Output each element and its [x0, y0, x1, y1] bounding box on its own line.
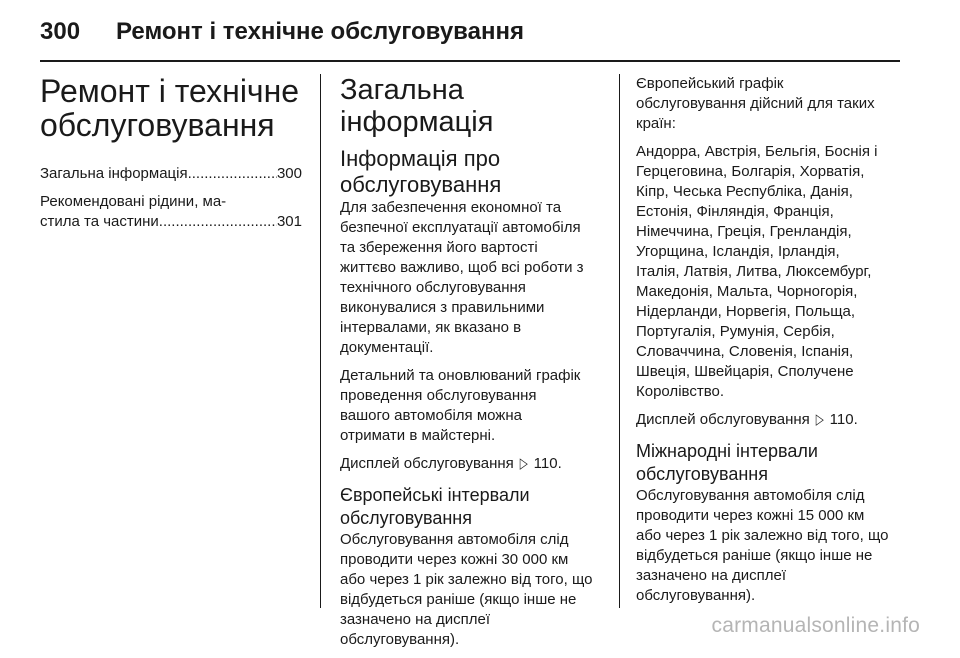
- text-line: Македонія, Мальта, Чорногорія,: [636, 283, 858, 300]
- subsection-title-line-2: обслуговування: [340, 508, 472, 528]
- text-line: або через 1 рік залежно від того, що: [340, 571, 593, 588]
- toc-entry-page: 301: [276, 213, 302, 230]
- subsection-title-line-1: Міжнародні інтервали: [636, 441, 818, 461]
- text-line: Королівство.: [636, 383, 725, 400]
- text-line: обслуговування).: [340, 631, 460, 648]
- text-line: Андорра, Австрія, Бельгія, Боснія і: [636, 143, 878, 160]
- text-line: Кіпр, Чеська Республіка, Данія,: [636, 183, 853, 200]
- text-line: Детальний та оновлюваний графік: [340, 367, 581, 384]
- toc-entry-label-line-2: стила та частини: [40, 213, 159, 230]
- column-divider-1: [320, 74, 321, 608]
- text-line: Німеччина, Греція, Гренландія,: [636, 223, 852, 240]
- text-line: обслуговування).: [636, 587, 756, 604]
- paragraph-european-interval: [340, 530, 602, 650]
- column-toc: [40, 74, 302, 240]
- toc-entry-general-info[interactable]: [40, 164, 302, 184]
- subsection-title-line-2: обслуговування: [340, 172, 502, 197]
- text-line: Італія, Латвія, Литва, Люксембург,: [636, 263, 872, 280]
- text-line: проводити через кожні 30 000 км: [340, 551, 569, 568]
- paragraph-service-importance: [340, 198, 602, 358]
- toc-entry-label-line-1: Рекомендовані рідини, ма-: [40, 193, 227, 210]
- text-line: проводити через кожні 15 000 км: [636, 507, 865, 524]
- text-line: країн:: [636, 115, 676, 132]
- subsection-title-line-2: обслуговування: [636, 464, 768, 484]
- text-line: Португалія, Румунія, Сербія,: [636, 323, 835, 340]
- text-line: інтервалами, як вказано в: [340, 319, 522, 336]
- reference-label: Дисплей обслуговування: [636, 411, 810, 428]
- subsection-title-international-intervals: [636, 440, 926, 486]
- text-line: Обслуговування автомобіля слід: [636, 487, 865, 504]
- page-number: 300: [40, 18, 81, 45]
- paragraph-international-interval: [636, 486, 926, 606]
- text-line: Для забезпечення економної та: [340, 199, 562, 216]
- text-line: документації.: [340, 339, 434, 356]
- chapter-title: [40, 74, 302, 142]
- subsection-title-service-info: [340, 146, 602, 198]
- text-line: вашого автомобіля можна: [340, 407, 522, 424]
- toc-leader-dots: [159, 212, 277, 232]
- paragraph-european-schedule-valid: [636, 74, 926, 134]
- text-line: обслуговування дійсний для таких: [636, 95, 875, 112]
- text-line: Словаччина, Словенія, Іспанія,: [636, 343, 854, 360]
- subsection-title-line-1: Європейські інтервали: [340, 485, 530, 505]
- text-line: відбудеться раніше (якщо інше не: [340, 591, 577, 608]
- column-divider-2: [619, 74, 620, 608]
- text-line: життєво важливо, щоб всі роботи з: [340, 259, 584, 276]
- section-title: Загальна інформація: [340, 74, 494, 138]
- text-line: технічного обслуговування: [340, 279, 526, 296]
- text-line: Швеція, Швейцарія, Сполучене: [636, 363, 854, 380]
- toc-entry-page: 300: [276, 165, 302, 182]
- toc-entry-label: Загальна інформація: [40, 165, 188, 182]
- running-title: Ремонт і технічне обслуговування: [116, 18, 524, 45]
- cross-reference-service-display[interactable]: [636, 410, 926, 430]
- text-line: відбудеться раніше (якщо інше не: [636, 547, 873, 564]
- reference-page: 110.: [829, 411, 858, 428]
- reference-label: Дисплей обслуговування: [340, 455, 514, 472]
- header-rule: [40, 60, 900, 62]
- text-line: Угорщина, Ісландія, Ірландія,: [636, 243, 840, 260]
- subsection-title-line-1: Інформація про: [340, 146, 501, 171]
- text-line: Естонія, Фінляндія, Франція,: [636, 203, 834, 220]
- paragraph-schedule-workshop: [340, 366, 602, 446]
- cross-reference-service-display[interactable]: [340, 454, 602, 474]
- page-reference-icon: ▷: [815, 411, 824, 428]
- page-reference-icon: ▷: [519, 455, 528, 472]
- text-line: Обслуговування автомобіля слід: [340, 531, 569, 548]
- text-line: виконувалися з правильними: [340, 299, 545, 316]
- text-line: Нідерланди, Норвегія, Польща,: [636, 303, 856, 320]
- text-line: Герцеговина, Болгарія, Хорватія,: [636, 163, 865, 180]
- paragraph-country-list: [636, 142, 926, 402]
- text-line: отримати в майстерні.: [340, 427, 496, 444]
- text-line: або через 1 рік залежно від того, що: [636, 527, 889, 544]
- reference-page: 110.: [533, 455, 562, 472]
- column-general-info: [340, 74, 602, 658]
- chapter-title-line-2: обслуговування: [40, 107, 275, 143]
- text-line: проведення обслуговування: [340, 387, 537, 404]
- text-line: зазначено на дисплеї: [340, 611, 490, 628]
- page-header: [40, 14, 920, 54]
- text-line: та збереження його вартості: [340, 239, 538, 256]
- text-line: Європейський графік: [636, 75, 784, 92]
- column-countries: [636, 74, 926, 614]
- chapter-title-line-1: Ремонт і технічне: [40, 73, 300, 109]
- subsection-title-european-intervals: [340, 484, 602, 530]
- text-line: зазначено на дисплеї: [636, 567, 786, 584]
- toc-leader-dots: [188, 164, 277, 184]
- site-watermark: carmanualsonline.info: [711, 614, 920, 637]
- text-line: безпечної експлуатації автомобіля: [340, 219, 581, 236]
- toc-entry-fluids-lubricants-parts[interactable]: [40, 192, 302, 232]
